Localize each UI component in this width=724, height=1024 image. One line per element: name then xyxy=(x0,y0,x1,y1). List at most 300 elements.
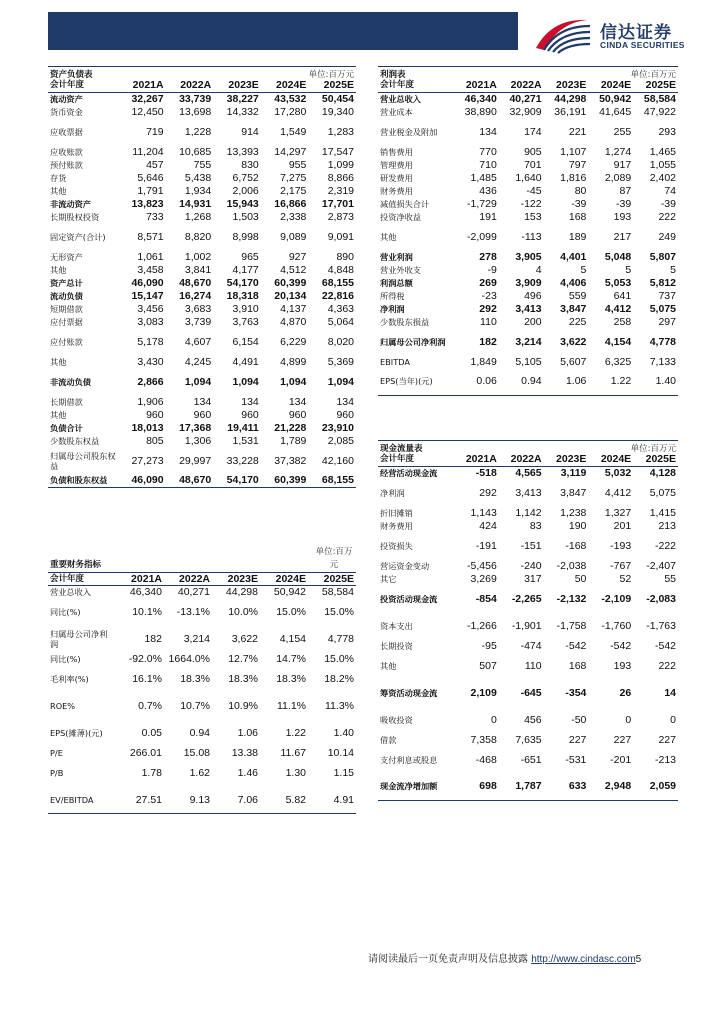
row-value: 18.3% xyxy=(180,673,210,685)
cashflow-header-row xyxy=(378,453,678,466)
row-label: 其他 xyxy=(50,185,67,196)
row-value: 13,698 xyxy=(179,105,212,118)
row-value: 110 xyxy=(524,659,542,672)
header-year: 2024E xyxy=(261,79,309,92)
row-value: 68,155 xyxy=(321,276,354,289)
row-value: 83 xyxy=(529,519,542,532)
row-value: 5,438 xyxy=(184,171,212,184)
balance-sheet xyxy=(48,66,356,488)
row-label: 其它 xyxy=(380,573,397,584)
row-value: 17,701 xyxy=(321,197,354,210)
row-value: 46,090 xyxy=(131,276,164,289)
table-row xyxy=(378,466,678,479)
row-label: 其他 xyxy=(380,231,397,242)
row-value: 168 xyxy=(568,210,587,223)
row-value: 13.38 xyxy=(231,747,258,759)
row-value: 8,998 xyxy=(232,230,259,243)
row-value: 18.3% xyxy=(276,673,306,685)
row-value: 770 xyxy=(479,145,497,158)
table-row xyxy=(48,720,356,747)
header-year: 2025E xyxy=(633,79,678,92)
row-value: 19,411 xyxy=(227,421,259,434)
row-value: 4,778 xyxy=(327,633,354,645)
row-value: 1,934 xyxy=(184,184,212,197)
row-value: 21,228 xyxy=(274,421,307,434)
indicators-title: 重要财务指标 xyxy=(50,560,102,570)
row-value: 40,271 xyxy=(509,92,542,105)
row-value: -468 xyxy=(475,753,497,766)
row-value: 3,622 xyxy=(231,633,258,645)
row-value: 5,646 xyxy=(137,171,164,184)
table-row xyxy=(378,572,678,585)
row-value: 87 xyxy=(619,184,632,197)
row-value: 456 xyxy=(524,713,542,726)
row-value: 48,670 xyxy=(166,474,214,487)
row-value: 2,089 xyxy=(604,171,632,184)
cashflow-title-row xyxy=(378,440,678,453)
row-value: 2,948 xyxy=(588,773,633,800)
table-row xyxy=(48,328,356,355)
row-value: 5,178 xyxy=(137,335,164,348)
row-value: 0 xyxy=(625,713,632,726)
row-value: 9,089 xyxy=(280,230,307,243)
table-row xyxy=(378,639,678,652)
table-row xyxy=(48,92,356,105)
table-row xyxy=(48,118,356,145)
row-label: 营业成本 xyxy=(380,106,413,117)
row-value: -122 xyxy=(520,197,542,210)
row-value: 32,909 xyxy=(509,105,542,118)
header-year-label: 会计年度 xyxy=(48,573,116,586)
row-label: 同比(%) xyxy=(50,607,81,617)
row-value: 3,905 xyxy=(515,250,542,263)
row-value: 1664.0% xyxy=(168,653,210,665)
row-value: 1,327 xyxy=(604,506,632,519)
row-label: 短期借款 xyxy=(50,303,83,314)
row-value: 1,787 xyxy=(499,773,544,800)
row-value: 1,142 xyxy=(515,506,542,519)
row-value: -2,038 xyxy=(556,559,587,572)
row-value: 19,340 xyxy=(321,105,354,118)
row-value: 917 xyxy=(613,158,632,171)
row-label: 货币资金 xyxy=(50,106,83,117)
row-label: 归属母公司净利润 xyxy=(380,336,446,347)
table-row xyxy=(48,276,356,289)
row-value: 15.08 xyxy=(183,747,210,759)
row-value: 189 xyxy=(568,230,587,243)
row-value: 278 xyxy=(479,250,497,263)
indicators-title-row xyxy=(48,546,356,572)
row-value: 50,942 xyxy=(599,92,632,105)
row-label: 流动负债 xyxy=(50,290,83,301)
row-value: 17,368 xyxy=(179,421,212,434)
row-value: 1.30 xyxy=(285,767,306,779)
cinda-logo-icon xyxy=(530,14,594,54)
table-row xyxy=(48,105,356,118)
row-value: 5 xyxy=(670,263,676,276)
row-value: 4,512 xyxy=(280,263,307,276)
row-value: 1,465 xyxy=(649,145,676,158)
row-value: 3,269 xyxy=(470,572,497,585)
balance-table xyxy=(48,79,356,488)
row-label: 应付票据 xyxy=(50,316,83,327)
row-value: 1,640 xyxy=(515,171,542,184)
row-value: -23 xyxy=(481,289,497,302)
brand-name-en: CINDA SECURITIES xyxy=(600,40,685,50)
row-value: 12.7% xyxy=(228,653,258,665)
row-label: 其他 xyxy=(50,409,67,420)
row-label: 投资净收益 xyxy=(380,211,421,222)
row-value: 496 xyxy=(524,289,542,302)
row-value: 1,549 xyxy=(280,125,307,138)
row-value: 5,075 xyxy=(649,486,676,499)
row-value: 1.40 xyxy=(633,368,678,395)
table-row xyxy=(378,158,678,171)
header-year: 2024E xyxy=(588,453,633,466)
row-value: 3,910 xyxy=(232,302,259,315)
row-value: 11,204 xyxy=(132,145,164,158)
row-label: EBITDA xyxy=(380,356,410,367)
row-value: 255 xyxy=(613,125,632,138)
row-value: 44,298 xyxy=(225,586,258,599)
header-year: 2021A xyxy=(116,573,164,586)
row-value: 4 xyxy=(535,263,542,276)
table-row xyxy=(48,666,356,693)
row-value: 42,160 xyxy=(321,454,354,467)
row-value: 1,002 xyxy=(184,250,212,263)
row-value: 5 xyxy=(625,263,632,276)
table-row xyxy=(378,223,678,250)
table-row xyxy=(378,479,678,506)
row-value: 54,170 xyxy=(213,474,261,487)
row-value: -168 xyxy=(565,539,587,552)
row-value: -542 xyxy=(610,639,632,652)
row-value: 193 xyxy=(613,659,632,672)
row-value: 227 xyxy=(658,733,676,746)
row-value: 1.46 xyxy=(237,767,258,779)
row-value: 14.7% xyxy=(276,653,306,665)
row-value: 50,942 xyxy=(273,586,306,599)
row-value: 5,607 xyxy=(560,355,587,368)
row-label: EPS(摊薄)(元) xyxy=(50,728,103,738)
footer xyxy=(368,950,641,965)
row-label: 营业税金及附加 xyxy=(380,126,438,137)
row-value: 10.14 xyxy=(327,747,354,759)
row-value: 1,094 xyxy=(232,375,259,388)
table-row xyxy=(378,612,678,639)
row-value: 1,485 xyxy=(470,171,497,184)
row-value: 11.67 xyxy=(280,747,306,759)
row-label: 长期股权投资 xyxy=(50,211,100,222)
row-value: 3,841 xyxy=(184,263,212,276)
row-value: 40,271 xyxy=(177,586,210,599)
row-value: 1,791 xyxy=(137,184,164,197)
row-value: 222 xyxy=(658,659,676,672)
row-value: 3,909 xyxy=(515,276,542,289)
row-value: 1,415 xyxy=(649,506,676,519)
row-value: 46,340 xyxy=(464,92,497,105)
row-value: 182 xyxy=(479,335,497,348)
table-row xyxy=(378,355,678,368)
row-value: 10.1% xyxy=(132,606,162,618)
row-value: 1.15 xyxy=(333,767,354,779)
row-value: 4,401 xyxy=(560,250,587,263)
row-value: 317 xyxy=(524,572,542,585)
row-value: 201 xyxy=(613,519,632,532)
header-year-label: 会计年度 xyxy=(378,79,454,92)
row-value: 0.7% xyxy=(138,700,162,712)
row-value: 805 xyxy=(146,434,164,447)
row-value: 0.06 xyxy=(454,368,499,395)
table-row xyxy=(378,368,678,395)
row-value: 44,298 xyxy=(554,92,587,105)
table-row xyxy=(48,599,356,626)
row-value: 15.0% xyxy=(324,653,354,665)
row-value: 174 xyxy=(524,125,542,138)
row-value: 5,105 xyxy=(515,355,542,368)
brand-logo xyxy=(530,14,710,54)
row-value: 16,866 xyxy=(274,197,307,210)
row-value: -2,132 xyxy=(556,592,587,605)
row-value: -542 xyxy=(654,639,676,652)
row-value: 3,214 xyxy=(183,633,210,645)
row-value: -39 xyxy=(660,197,676,210)
row-value: 2,085 xyxy=(327,434,354,447)
table-row xyxy=(48,210,356,223)
income-title: 利润表 xyxy=(380,70,406,80)
table-row xyxy=(48,474,356,487)
row-value: -542 xyxy=(565,639,587,652)
row-value: -240 xyxy=(520,559,542,572)
table-row xyxy=(378,559,678,572)
row-value: 1,094 xyxy=(280,375,307,388)
table-row xyxy=(48,586,356,599)
header-year: 2021A xyxy=(454,79,499,92)
table-row xyxy=(378,706,678,733)
row-value: 2,319 xyxy=(327,184,354,197)
row-label: 存货 xyxy=(50,172,67,183)
row-value: -1,758 xyxy=(556,619,587,632)
row-value: 13,393 xyxy=(226,145,259,158)
header-bar xyxy=(48,12,518,50)
row-label: 折旧摊销 xyxy=(380,507,413,518)
row-value: 17,280 xyxy=(274,105,307,118)
row-value: 50 xyxy=(574,572,587,585)
row-value: -222 xyxy=(654,539,676,552)
row-value: 269 xyxy=(479,276,497,289)
row-value: 227 xyxy=(568,733,587,746)
row-value: 3,763 xyxy=(232,315,259,328)
page-number: 5 xyxy=(635,954,642,965)
row-value: 213 xyxy=(658,519,676,532)
table-row xyxy=(48,747,356,760)
balance-header-row xyxy=(48,79,356,92)
row-value: 5 xyxy=(580,263,587,276)
row-value: 292 xyxy=(479,486,497,499)
row-label: 销售费用 xyxy=(380,146,413,157)
row-value: 8,571 xyxy=(137,230,164,243)
row-value: 0.94 xyxy=(499,368,544,395)
row-value: 960 xyxy=(336,408,354,421)
row-value: 74 xyxy=(664,184,676,197)
balance-unit: 单位:百万元 xyxy=(308,70,354,80)
row-value: 217 xyxy=(613,230,632,243)
row-value: 4,245 xyxy=(184,355,212,368)
row-value: 1,094 xyxy=(184,375,212,388)
row-value: 3,413 xyxy=(515,302,542,315)
table-row xyxy=(48,395,356,408)
row-label: 支付利息或股息 xyxy=(380,754,438,765)
row-label: 营业总收入 xyxy=(380,93,421,104)
row-value: 3,214 xyxy=(515,335,542,348)
row-value: 266.01 xyxy=(129,747,162,759)
row-value: 27,273 xyxy=(131,454,164,467)
row-value: 1,816 xyxy=(560,171,587,184)
row-label: 无形资产 xyxy=(50,251,83,262)
row-value: -151 xyxy=(520,539,542,552)
row-value: 960 xyxy=(146,408,164,421)
row-label: 少数股东损益 xyxy=(380,316,430,327)
row-value: 221 xyxy=(568,125,587,138)
row-value: -92.0% xyxy=(128,653,162,665)
table-row xyxy=(378,746,678,773)
row-value: 68,155 xyxy=(308,474,356,487)
row-label: 流动资产 xyxy=(50,93,83,104)
row-value: -474 xyxy=(520,639,542,652)
website-link[interactable]: http://www.cindasc.com xyxy=(531,954,636,965)
row-value: 1,094 xyxy=(327,375,354,388)
row-label: 投资活动现金流 xyxy=(380,593,438,604)
row-value: -854 xyxy=(475,592,497,605)
row-value: -13.1% xyxy=(176,606,210,618)
row-value: -45 xyxy=(526,184,542,197)
table-row xyxy=(48,315,356,328)
row-value: 3,622 xyxy=(560,335,587,348)
row-value: 4,565 xyxy=(515,466,542,479)
row-value: 249 xyxy=(658,230,676,243)
row-value: 4,412 xyxy=(604,486,632,499)
row-value: 2,175 xyxy=(280,184,307,197)
row-label: 资产总计 xyxy=(50,277,83,288)
row-value: 26 xyxy=(619,686,632,699)
row-value: 457 xyxy=(146,158,164,171)
row-value: 3,430 xyxy=(137,355,164,368)
header-year: 2023E xyxy=(544,79,589,92)
table-row xyxy=(378,315,678,328)
row-label: 营业外收支 xyxy=(380,264,421,275)
row-label: 毛利率(%) xyxy=(50,674,89,684)
row-value: 7,358 xyxy=(470,733,497,746)
table-row xyxy=(48,158,356,171)
table-row xyxy=(48,223,356,250)
row-value: 559 xyxy=(568,289,587,302)
row-label: 负债和股东权益 xyxy=(48,474,118,487)
row-value: 43,532 xyxy=(274,92,307,105)
row-value: 1,789 xyxy=(280,434,307,447)
row-value: 0.05 xyxy=(141,727,162,739)
row-value: 1.06 xyxy=(237,727,258,739)
row-value: -50 xyxy=(571,713,587,726)
row-value: 1.40 xyxy=(333,727,354,739)
row-value: 16.1% xyxy=(132,673,162,685)
row-value: 60,399 xyxy=(274,276,307,289)
row-value: 755 xyxy=(193,158,212,171)
row-value: 15.0% xyxy=(276,606,306,618)
row-label: 其他 xyxy=(380,660,397,671)
row-value: -39 xyxy=(616,197,632,210)
row-value: 507 xyxy=(479,659,497,672)
table-row xyxy=(378,773,678,800)
row-value: -1,760 xyxy=(601,619,632,632)
header-year: 2021A xyxy=(454,453,499,466)
row-value: 4,778 xyxy=(649,335,676,348)
row-value: 134 xyxy=(241,395,259,408)
row-value: -518 xyxy=(475,466,497,479)
row-value: 297 xyxy=(658,315,676,328)
row-value: -767 xyxy=(610,559,632,572)
row-value: 5.82 xyxy=(260,787,308,814)
balance-title: 资产负债表 xyxy=(50,70,93,80)
row-value: 4,154 xyxy=(279,633,306,645)
row-value: 960 xyxy=(241,408,259,421)
row-value: 2,006 xyxy=(232,184,259,197)
table-row xyxy=(378,328,678,355)
row-value: -39 xyxy=(571,197,587,210)
row-label: 其他 xyxy=(50,264,67,275)
row-value: 3,456 xyxy=(137,302,164,315)
table-row xyxy=(378,197,678,210)
table-row xyxy=(378,652,678,679)
row-value: 153 xyxy=(524,210,542,223)
row-value: 4,177 xyxy=(232,263,259,276)
row-value: 38,227 xyxy=(226,92,259,105)
table-row xyxy=(378,118,678,145)
row-label: 同比(%) xyxy=(50,654,81,664)
table-row xyxy=(378,679,678,706)
row-value: 3,739 xyxy=(184,315,212,328)
indicators-unit: 单位:百万元 xyxy=(315,547,353,570)
table-row xyxy=(48,145,356,158)
row-value: 5,048 xyxy=(604,250,632,263)
row-label: EPS(当年)(元) xyxy=(378,368,454,395)
header-year: 2025E xyxy=(633,453,678,466)
row-value: 710 xyxy=(479,158,497,171)
row-value: 424 xyxy=(479,519,497,532)
table-row xyxy=(48,447,356,474)
row-value: 293 xyxy=(658,125,676,138)
row-value: 4,154 xyxy=(604,335,632,348)
row-value: 5,807 xyxy=(649,250,676,263)
row-value: 4,870 xyxy=(280,315,307,328)
row-value: 4,406 xyxy=(560,276,587,289)
row-value: 7.06 xyxy=(212,787,260,814)
table-row xyxy=(378,585,678,612)
row-value: 1.62 xyxy=(189,767,210,779)
row-value: 27.51 xyxy=(116,787,164,814)
row-value: 7,275 xyxy=(280,171,307,184)
row-value: 3,458 xyxy=(137,263,164,276)
disclaimer-text: 请阅读最后一页免责声明及信息披露 xyxy=(368,954,528,965)
table-row xyxy=(48,653,356,666)
row-value: 46,090 xyxy=(118,474,166,487)
row-label: P/E xyxy=(50,748,63,758)
row-value: 1,143 xyxy=(470,506,497,519)
table-row xyxy=(378,733,678,746)
table-row xyxy=(48,263,356,276)
table-row xyxy=(48,626,356,653)
row-label: 财务费用 xyxy=(380,185,413,196)
row-value: 960 xyxy=(193,408,212,421)
